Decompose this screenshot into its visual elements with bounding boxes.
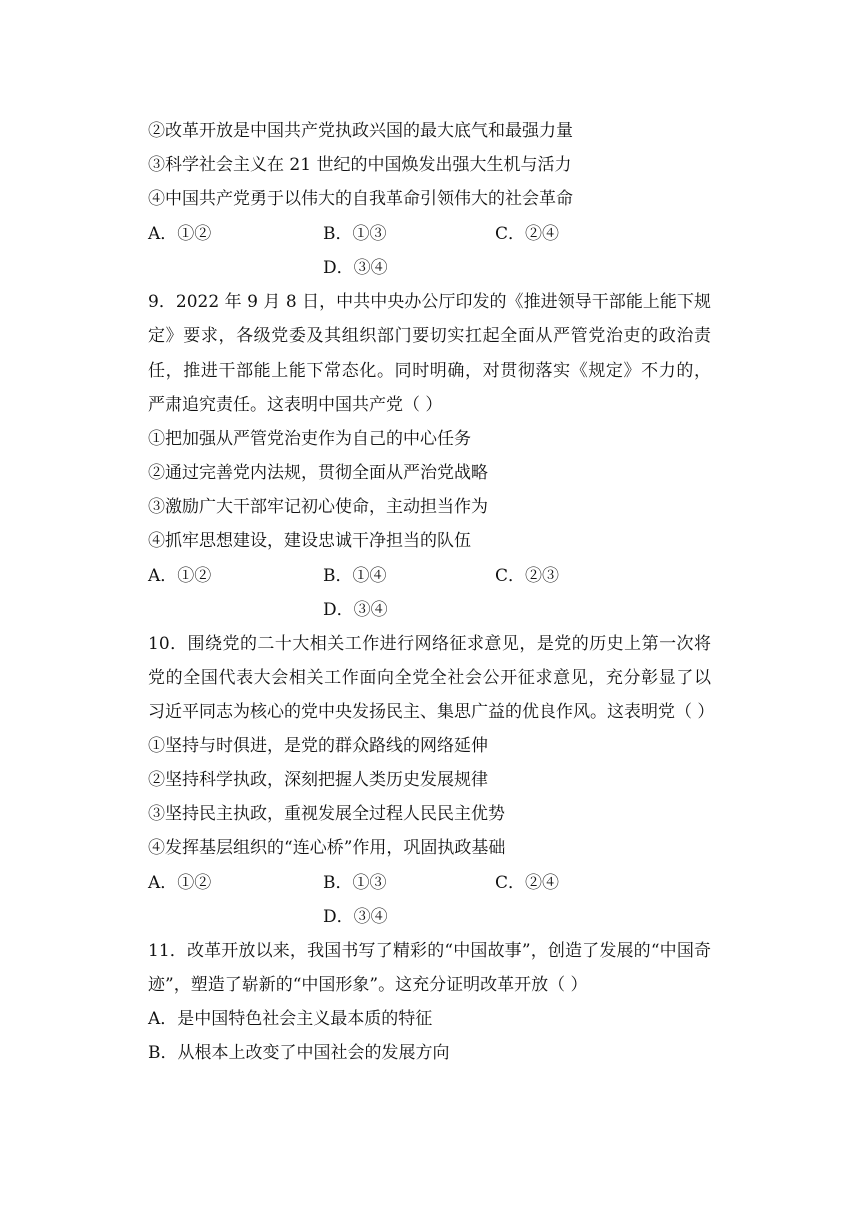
q11-stem-line-2: 迹”，塑造了崭新的“中国形象”。这充分证明改革开放（ ） — [148, 975, 588, 995]
q10-item-1: ①坚持与时俱进，是党的群众路线的网络延伸 — [148, 736, 488, 756]
q10-stem-line-1: 10．围绕党的二十大相关工作进行网络征求意见，是党的历史上第一次将 — [148, 634, 711, 654]
q9-item-3: ③激励广大干部牢记初心使命，主动担当作为 — [148, 497, 488, 517]
q9-option-d: D．③④ — [323, 600, 388, 620]
q10-option-d: D．③④ — [323, 907, 388, 927]
q10-option-b: B．①③ — [323, 873, 387, 893]
q8-option-c: C．②④ — [495, 224, 560, 244]
q9-option-b: B．①④ — [323, 566, 387, 586]
q10-item-3: ③坚持民主执政，重视发展全过程人民民主优势 — [148, 804, 505, 824]
q8-item-4: ④中国共产党勇于以伟大的自我革命引领伟大的社会革命 — [148, 189, 573, 209]
q10-option-a: A．①② — [148, 873, 212, 893]
q9-stem-line-4: 严肃追究责任。这表明中国共产党（ ） — [148, 395, 443, 415]
q9-item-4: ④抓牢思想建设，建设忠诚干净担当的队伍 — [148, 531, 471, 551]
q10-stem-line-2: 党的全国代表大会相关工作面向全党全社会公开征求意见，充分彰显了以 — [148, 668, 711, 688]
q9-stem-line-2: 定》要求，各级党委及其组织部门要切实扛起全面从严管党治吏的政治责 — [148, 326, 711, 346]
q9-stem-line-3: 任，推进干部能上能下常态化。同时明确，对贯彻落实《规定》不力的， — [148, 361, 711, 381]
q11-option-a: A．是中国特色社会主义最本质的特征 — [148, 1009, 433, 1029]
q11-option-b: B．从根本上改变了中国社会的发展方向 — [148, 1043, 450, 1063]
q10-stem-line-3: 习近平同志为核心的党中央发扬民主、集思广益的优良作风。这表明党（ ） — [148, 702, 715, 722]
q9-stem-line-1: 9．2022 年 9 月 8 日，中共中央办公厅印发的《推进领导干部能上能下规 — [148, 292, 711, 312]
q8-option-b: B．①③ — [323, 224, 387, 244]
q8-item-3: ③科学社会主义在 21 世纪的中国焕发出强大生机与活力 — [148, 155, 572, 175]
q10-item-4: ④发挥基层组织的“连心桥”作用，巩固执政基础 — [148, 838, 506, 858]
q9-option-c: C．②③ — [495, 566, 560, 586]
q10-item-2: ②坚持科学执政，深刻把握人类历史发展规律 — [148, 770, 488, 790]
q8-item-2: ②改革开放是中国共产党执政兴国的最大底气和最强力量 — [148, 121, 573, 141]
q10-option-c: C．②④ — [495, 873, 560, 893]
q9-item-2: ②通过完善党内法规，贯彻全面从严治党战略 — [148, 463, 488, 483]
q11-stem-line-1: 11．改革开放以来，我国书写了精彩的“中国故事”，创造了发展的“中国奇 — [148, 941, 711, 961]
q9-item-1: ①把加强从严管党治吏作为自己的中心任务 — [148, 429, 471, 449]
q8-option-d: D．③④ — [323, 258, 388, 278]
q8-option-a: A．①② — [148, 224, 212, 244]
q9-option-a: A．①② — [148, 566, 212, 586]
